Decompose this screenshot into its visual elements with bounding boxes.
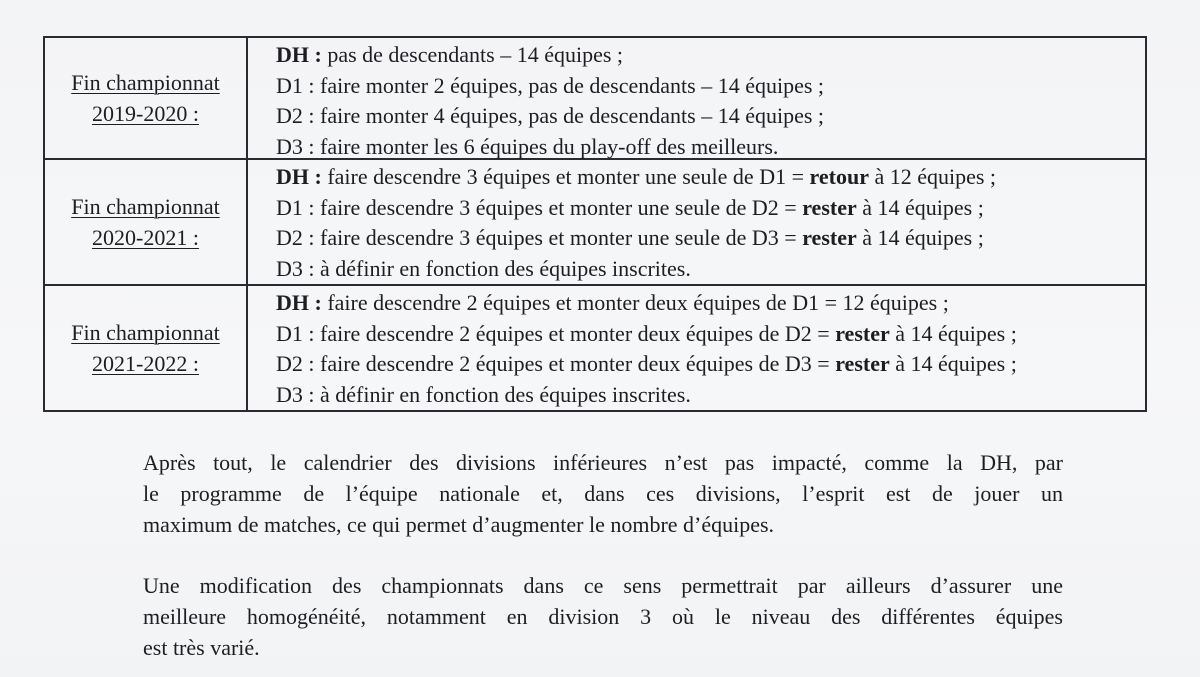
division-code: DH xyxy=(276,42,309,67)
rule-line: DH : pas de descendants – 14 équipes ; xyxy=(276,42,624,67)
rule-text-end: à 14 équipes ; xyxy=(856,194,984,220)
division-code: D1 xyxy=(276,194,303,220)
rule-line: D3 : faire monter les 6 équipes du play-off des meilleurs. xyxy=(276,133,779,159)
rule-line: D3 : à définir en fonction des équipes inscrites. xyxy=(276,255,691,281)
rule-text: faire descendre 2 équipes et monter deux équipes de D2 = xyxy=(320,320,836,346)
rule-text: faire descendre 3 équipes et monter une seule de D2 = xyxy=(320,194,803,220)
rule-text-end: à 12 équipes ; xyxy=(868,164,997,189)
division-code: D3 xyxy=(276,133,303,159)
rule-text-end: à 14 équipes ; xyxy=(889,320,1017,346)
rule-text: pas de descendants – 14 équipes ; xyxy=(327,42,624,67)
period-label: Fin championnat xyxy=(71,70,220,95)
period-cell xyxy=(45,160,248,284)
rule-line: D2 : faire descendre 3 équipes et monter une seule de D3 = rester à 14 équipes ; xyxy=(276,225,984,250)
rule-text: faire monter les 6 équipes du play-off des meilleurs. xyxy=(320,133,779,159)
rule-emphasis: retour xyxy=(809,164,869,189)
rule-text: faire descendre 3 équipes et monter une seule de D3 = xyxy=(320,225,803,250)
paragraph-line: est très varié. xyxy=(143,635,260,660)
rule-line: DH : faire descendre 2 équipes et monter deux équipes de D1 = 12 équipes ; xyxy=(276,290,949,315)
table-row xyxy=(45,38,1145,160)
rule-line: D1 : faire monter 2 équipes, pas de descendants – 14 équipes ; xyxy=(276,72,825,98)
rule-emphasis: rester xyxy=(835,351,890,376)
period-years: 2019-2020 : xyxy=(92,101,199,126)
rule-text: à définir en fonction des équipes inscrites. xyxy=(320,255,691,281)
division-code: D3 xyxy=(276,255,303,281)
period-cell xyxy=(45,286,248,410)
division-code: D1 xyxy=(276,72,303,98)
rule-emphasis: rester xyxy=(802,194,857,220)
rule-line: D3 : à définir en fonction des équipes inscrites. xyxy=(276,381,691,407)
division-code: D2 xyxy=(276,103,303,128)
body-paragraph xyxy=(143,447,1063,540)
period-years: 2020-2021 : xyxy=(92,225,199,250)
rule-emphasis: rester xyxy=(835,320,890,346)
rules-cell xyxy=(276,286,1145,410)
division-code: D2 xyxy=(276,351,303,376)
rule-text: faire monter 2 équipes, pas de descendants – 14 équipes ; xyxy=(320,72,825,98)
period-years: 2021-2022 : xyxy=(92,351,199,376)
table-row xyxy=(45,286,1145,410)
division-code: DH xyxy=(276,164,309,189)
paragraph-line: meilleure homogénéité, notamment en division 3 où le niveau des différentes équipes xyxy=(143,604,1063,629)
period-label: Fin championnat xyxy=(71,320,220,345)
rule-text: faire descendre 2 équipes et monter deux équipes de D1 = 12 équipes ; xyxy=(327,290,949,315)
division-code: D1 xyxy=(276,320,303,346)
rule-text-end: à 14 équipes ; xyxy=(856,225,984,250)
rule-emphasis: rester xyxy=(802,225,857,250)
paragraph-line: maximum de matches, ce qui permet d’augmenter le nombre d’équipes. xyxy=(143,512,775,537)
rules-cell xyxy=(276,160,1145,284)
rule-line: D1 : faire descendre 2 équipes et monter deux équipes de D2 = rester à 14 équipes ; xyxy=(276,320,1017,346)
paragraph-line: Une modification des championnats dans ce sens permettrait par ailleurs d’assurer une xyxy=(143,573,1063,598)
division-code: DH xyxy=(276,290,309,315)
championship-table xyxy=(43,36,1147,412)
rule-text: faire descendre 2 équipes et monter deux équipes de D3 = xyxy=(320,351,836,376)
rule-line: D2 : faire descendre 2 équipes et monter deux équipes de D3 = rester à 14 équipes ; xyxy=(276,351,1017,376)
table-row xyxy=(45,160,1145,286)
rule-line: DH : faire descendre 3 équipes et monter une seule de D1 = retour à 12 équipes ; xyxy=(276,164,997,189)
paragraph-line: Après tout, le calendrier des divisions inférieures n’est pas impacté, comme la DH, par xyxy=(143,450,1063,475)
rule-text-end: à 14 équipes ; xyxy=(889,351,1017,376)
body-paragraph xyxy=(143,570,1063,663)
rule-text: faire monter 4 équipes, pas de descendants – 14 équipes ; xyxy=(320,103,825,128)
rule-text: faire descendre 3 équipes et monter une seule de D1 = xyxy=(327,164,810,189)
rule-line: D1 : faire descendre 3 équipes et monter une seule de D2 = rester à 14 équipes ; xyxy=(276,194,984,220)
paragraph-line: le programme de l’équipe nationale et, dans ces divisions, l’esprit est de jouer un xyxy=(143,481,1063,506)
period-label: Fin championnat xyxy=(71,194,220,219)
division-code: D2 xyxy=(276,225,303,250)
rule-text: à définir en fonction des équipes inscrites. xyxy=(320,381,691,407)
rule-line: D2 : faire monter 4 équipes, pas de descendants – 14 équipes ; xyxy=(276,103,825,128)
division-code: D3 xyxy=(276,381,303,407)
period-cell xyxy=(45,38,248,158)
rules-cell xyxy=(276,38,1145,158)
